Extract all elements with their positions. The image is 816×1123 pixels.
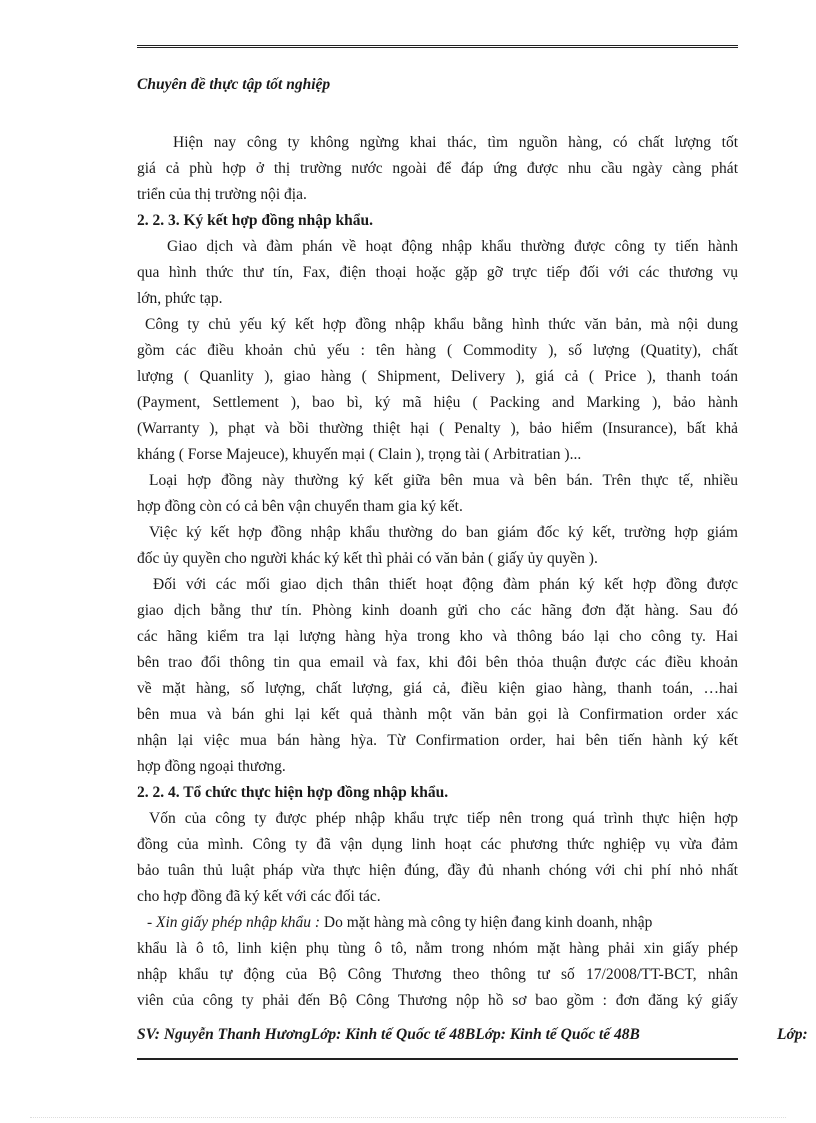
paragraph-line (137, 910, 652, 936)
paragraph-line: giao dịch bằng thư tín. Phòng kinh doanh gửi cho các hãng đơn đặt hàng. Sau đó (137, 602, 738, 619)
item-text: Do mặt hàng mà công ty hiện đang kinh doanh, nhập (320, 914, 653, 931)
paragraph-line: Hiện nay công ty không ngừng khai thác, tìm nguồn hàng, có chất lượng tốt (173, 134, 738, 151)
paragraph-line: đồng của mình. Công ty đã vận dụng linh hoạt các phương thức nghiệp vụ vừa đảm (137, 836, 738, 853)
paragraph-line: bên mua và bán ghi lại kết quả thành một văn bản gọi là Confirmation order xác (137, 706, 738, 723)
paragraph-line: nhập khẩu tự động của Bộ Công Thương theo thông tư số 17/2008/TT-BCT, nhân (137, 966, 738, 983)
paragraph-line: Đối với các mối giao dịch thân thiết hoạt động đàm phán ký kết hợp đồng được (153, 576, 738, 593)
paragraph-line: giá cả phù hợp ở thị trường nước ngoài để đáp ứng được nhu cầu ngày càng phát (137, 160, 738, 177)
paragraph-line: gồm các điều khoản chủ yếu : tên hàng ( Commodity ), số lượng (Quatity), chất (137, 342, 738, 359)
page-header-title: Chuyên đề thực tập tốt nghiệp (137, 76, 331, 93)
paragraph-line: bên trao đổi thông tin qua email và fax, khi đôi bên thỏa thuận được các điều khoản (137, 654, 738, 671)
page-footer (137, 1026, 816, 1044)
section-heading: 2. 2. 4. Tổ chức thực hiện hợp đồng nhập khẩu. (137, 784, 449, 801)
paragraph-line: Loại hợp đồng này thường ký kết giữa bên mua và bên bán. Trên thực tế, nhiều (149, 472, 738, 489)
paragraph-line: các hãng kiểm tra lại lượng hàng hỳa trong kho và thông báo lại cho công ty. Hai (137, 628, 738, 645)
footer-class-label: Lớp: (777, 1026, 808, 1043)
paragraph-line: Công ty chủ yếu ký kết hợp đồng nhập khẩu bằng hình thức văn bản, mà nội dung (145, 316, 738, 333)
section-heading: 2. 2. 3. Ký kết hợp đồng nhập khẩu. (137, 212, 374, 229)
paragraph-line: Việc ký kết hợp đồng nhập khẩu thường do ban giám đốc ký kết, trường hợp giám (149, 524, 738, 541)
paragraph-line: Vốn của công ty được phép nhập khẩu trực tiếp nên trong quá trình thực hiện hợp (149, 810, 738, 827)
item-label: - Xin giấy phép nhập khẩu : (147, 914, 321, 931)
footer-rule (137, 1058, 738, 1060)
paragraph-line: về mặt hàng, số lượng, chất lượng, giá cả, điều kiện giao hàng, thanh toán, …hai (137, 680, 738, 697)
paragraph-line: nhận lại việc mua bán hàng hỳa. Từ Confirmation order, hai bên tiến hành ký kết (137, 732, 738, 749)
paragraph-line: triển của thị trường nội địa. (137, 186, 307, 203)
paragraph-line: lớn, phức tạp. (137, 290, 223, 307)
paragraph-line: lượng ( Quanlity ), giao hàng ( Shipment, Delivery ), giá cả ( Price ), thanh toán (137, 368, 738, 385)
footer-student-info: SV: Nguyễn Thanh HươngLớp: Kinh tế Quốc tế 48BLớp: Kinh tế Quốc tế 48B (137, 1026, 640, 1043)
header-rule (137, 45, 738, 48)
paragraph-line: hợp đồng còn có cả bên vận chuyển tham gia ký kết. (137, 498, 463, 515)
page-edge-divider (30, 1117, 786, 1118)
paragraph-line: Giao dịch và đàm phán về hoạt động nhập khẩu thường được công ty tiến hành (167, 238, 738, 255)
paragraph-line: qua hình thức thư tín, Fax, điện thoại hoặc gặp gỡ trực tiếp đối với các thương vụ (137, 264, 738, 281)
paragraph-line: (Payment, Settlement ), bao bì, ký mã hiệu ( Packing and Marking ), bảo hành (137, 394, 738, 411)
paragraph-line: bảo tuân thủ luật pháp vừa thực hiện đúng, đầy đủ nhanh chóng với chi phí nhỏ nhất (137, 862, 738, 879)
paragraph-line: kháng ( Forse Majeuce), khuyến mại ( Clain ), trọng tài ( Arbitratian )... (137, 446, 582, 463)
paragraph-line: hợp đồng ngoại thương. (137, 758, 286, 775)
paragraph-line: (Warranty ), phạt và bồi thường thiệt hại ( Penalty ), bảo hiểm (Insurance), bất khả (137, 420, 738, 437)
paragraph-line: đốc ủy quyền cho người khác ký kết thì phải có văn bản ( giấy ủy quyền ). (137, 550, 598, 567)
paragraph-line: khẩu là ô tô, linh kiện phụ tùng ô tô, nằm trong nhóm mặt hàng phải xin giấy phép (137, 940, 738, 957)
paragraph-line: viên của công ty phải đến Bộ Công Thương nộp hồ sơ bao gồm : đơn đăng ký giấy (137, 992, 738, 1009)
paragraph-line: cho hợp đồng đã ký kết với các đối tác. (137, 888, 381, 905)
